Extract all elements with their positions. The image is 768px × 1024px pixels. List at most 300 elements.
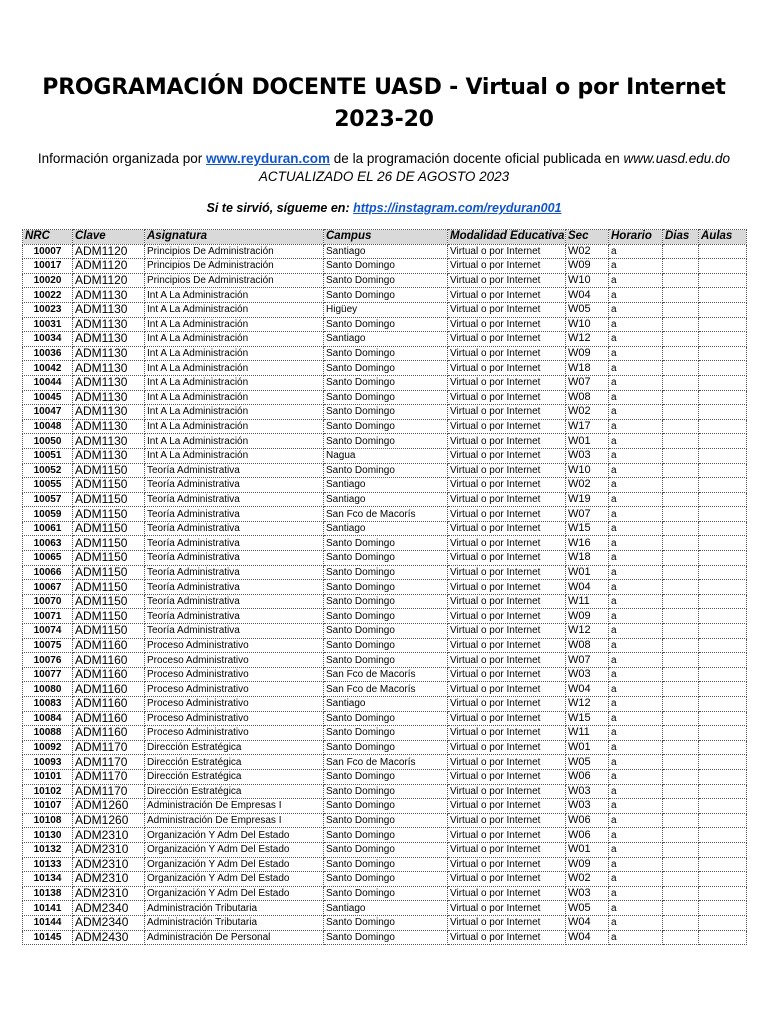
- cell-campus: Santo Domingo: [324, 769, 448, 784]
- cell-modalidad: Virtual o por Internet: [448, 551, 566, 566]
- cell-nrc: 10145: [23, 930, 73, 945]
- cell-aulas: [699, 375, 747, 390]
- cell-dias: [663, 653, 699, 668]
- cell-modalidad: Virtual o por Internet: [448, 711, 566, 726]
- cell-modalidad: Virtual o por Internet: [448, 624, 566, 639]
- cell-nrc: 10141: [23, 901, 73, 916]
- cell-horario: a: [609, 375, 663, 390]
- cell-sec: W17: [566, 419, 609, 434]
- cell-clave: ADM1130: [73, 302, 145, 317]
- cell-horario: a: [609, 828, 663, 843]
- cell-modalidad: Virtual o por Internet: [448, 565, 566, 580]
- cell-modalidad: Virtual o por Internet: [448, 886, 566, 901]
- cell-sec: W08: [566, 638, 609, 653]
- cell-asignatura: Int A La Administración: [145, 434, 324, 449]
- cell-sec: W03: [566, 799, 609, 814]
- cell-dias: [663, 872, 699, 887]
- cell-asignatura: Organización Y Adm Del Estado: [145, 857, 324, 872]
- cell-campus: Santiago: [324, 697, 448, 712]
- cell-clave: ADM2310: [73, 842, 145, 857]
- cell-horario: a: [609, 565, 663, 580]
- cell-sec: W10: [566, 317, 609, 332]
- cell-aulas: [699, 302, 747, 317]
- cell-nrc: 10022: [23, 288, 73, 303]
- cell-sec: W09: [566, 609, 609, 624]
- cell-asignatura: Organización Y Adm Del Estado: [145, 828, 324, 843]
- cell-campus: Santo Domingo: [324, 842, 448, 857]
- table-row: [23, 682, 747, 697]
- cell-horario: a: [609, 609, 663, 624]
- cell-aulas: [699, 711, 747, 726]
- cell-campus: Nagua: [324, 448, 448, 463]
- cell-horario: a: [609, 302, 663, 317]
- table-row: [23, 755, 747, 770]
- cell-nrc: 10070: [23, 594, 73, 609]
- table-row: [23, 799, 747, 814]
- cell-horario: a: [609, 259, 663, 274]
- table-row: [23, 507, 747, 522]
- cell-clave: ADM1170: [73, 769, 145, 784]
- title-line-2: 2023-20: [334, 107, 434, 132]
- cell-modalidad: Virtual o por Internet: [448, 259, 566, 274]
- cell-dias: [663, 507, 699, 522]
- cell-sec: W02: [566, 478, 609, 493]
- table-row: [23, 244, 747, 259]
- cell-nrc: 10042: [23, 361, 73, 376]
- table-row: [23, 857, 747, 872]
- cell-dias: [663, 755, 699, 770]
- cell-sec: W12: [566, 624, 609, 639]
- cell-asignatura: Int A La Administración: [145, 448, 324, 463]
- info-prefix: Información organizada por: [37, 151, 207, 166]
- cell-clave: ADM2430: [73, 930, 145, 945]
- cell-aulas: [699, 799, 747, 814]
- cell-sec: W06: [566, 828, 609, 843]
- table-row: [23, 448, 747, 463]
- cell-modalidad: Virtual o por Internet: [448, 667, 566, 682]
- cell-horario: a: [609, 317, 663, 332]
- cell-nrc: 10108: [23, 813, 73, 828]
- cell-horario: a: [609, 755, 663, 770]
- cell-modalidad: Virtual o por Internet: [448, 755, 566, 770]
- cell-nrc: 10048: [23, 419, 73, 434]
- cell-dias: [663, 302, 699, 317]
- cell-campus: Santo Domingo: [324, 872, 448, 887]
- cell-horario: a: [609, 769, 663, 784]
- cell-modalidad: Virtual o por Internet: [448, 784, 566, 799]
- table-row: [23, 521, 747, 536]
- cell-modalidad: Virtual o por Internet: [448, 828, 566, 843]
- cell-aulas: [699, 565, 747, 580]
- table-row: [23, 463, 747, 478]
- cell-sec: W04: [566, 288, 609, 303]
- cell-nrc: 10066: [23, 565, 73, 580]
- cell-dias: [663, 682, 699, 697]
- cell-modalidad: Virtual o por Internet: [448, 390, 566, 405]
- cell-clave: ADM1260: [73, 799, 145, 814]
- cell-aulas: [699, 419, 747, 434]
- cell-nrc: 10036: [23, 346, 73, 361]
- cell-dias: [663, 930, 699, 945]
- cell-nrc: 10020: [23, 273, 73, 288]
- cell-sec: W07: [566, 507, 609, 522]
- cell-horario: a: [609, 580, 663, 595]
- cell-horario: a: [609, 463, 663, 478]
- cell-dias: [663, 580, 699, 595]
- cell-modalidad: Virtual o por Internet: [448, 244, 566, 259]
- cell-modalidad: Virtual o por Internet: [448, 901, 566, 916]
- cell-sec: W02: [566, 405, 609, 420]
- cell-sec: W19: [566, 492, 609, 507]
- table-row: [23, 915, 747, 930]
- cell-aulas: [699, 901, 747, 916]
- cell-aulas: [699, 521, 747, 536]
- cell-horario: a: [609, 288, 663, 303]
- cell-nrc: 10034: [23, 332, 73, 347]
- cell-aulas: [699, 769, 747, 784]
- cell-campus: Santo Domingo: [324, 711, 448, 726]
- cell-asignatura: Proceso Administrativo: [145, 667, 324, 682]
- cell-modalidad: Virtual o por Internet: [448, 536, 566, 551]
- cell-horario: a: [609, 697, 663, 712]
- cell-clave: ADM1130: [73, 390, 145, 405]
- cell-campus: Santiago: [324, 244, 448, 259]
- cell-aulas: [699, 434, 747, 449]
- cell-aulas: [699, 609, 747, 624]
- cell-sec: W03: [566, 784, 609, 799]
- cell-clave: ADM1130: [73, 448, 145, 463]
- cell-horario: a: [609, 682, 663, 697]
- cell-horario: a: [609, 594, 663, 609]
- cell-dias: [663, 726, 699, 741]
- cell-modalidad: Virtual o por Internet: [448, 463, 566, 478]
- cell-aulas: [699, 682, 747, 697]
- cell-nrc: 10050: [23, 434, 73, 449]
- info-middle: de la programación docente oficial publicada en: [330, 151, 624, 166]
- table-row: [23, 609, 747, 624]
- cell-sec: W03: [566, 448, 609, 463]
- cell-clave: ADM1150: [73, 624, 145, 639]
- cell-dias: [663, 901, 699, 916]
- cell-dias: [663, 784, 699, 799]
- title-line-1: PROGRAMACIÓN DOCENTE UASD - Virtual o por Internet: [42, 75, 726, 100]
- table-row: [23, 346, 747, 361]
- cell-nrc: 10074: [23, 624, 73, 639]
- table-row: [23, 375, 747, 390]
- header-col-campus: Campus: [324, 230, 448, 245]
- cell-campus: Santo Domingo: [324, 405, 448, 420]
- cell-clave: ADM1260: [73, 813, 145, 828]
- cell-modalidad: Virtual o por Internet: [448, 682, 566, 697]
- cell-nrc: 10023: [23, 302, 73, 317]
- cell-nrc: 10107: [23, 799, 73, 814]
- table-row: [23, 317, 747, 332]
- table-row: [23, 434, 747, 449]
- header-col-aulas: Aulas: [699, 230, 747, 245]
- table-row: [23, 390, 747, 405]
- cell-clave: ADM1170: [73, 784, 145, 799]
- cell-dias: [663, 857, 699, 872]
- cell-nrc: 10059: [23, 507, 73, 522]
- cell-horario: a: [609, 448, 663, 463]
- cell-campus: Santo Domingo: [324, 390, 448, 405]
- cell-asignatura: Teoría Administrativa: [145, 609, 324, 624]
- header-col-asignatura: Asignatura: [145, 230, 324, 245]
- cell-asignatura: Int A La Administración: [145, 317, 324, 332]
- cell-aulas: [699, 915, 747, 930]
- reyduran-link[interactable]: www.reyduran.com: [206, 151, 331, 166]
- cell-nrc: 10077: [23, 667, 73, 682]
- cell-horario: a: [609, 361, 663, 376]
- cell-horario: a: [609, 726, 663, 741]
- cell-asignatura: Teoría Administrativa: [145, 594, 324, 609]
- cell-modalidad: Virtual o por Internet: [448, 448, 566, 463]
- cell-campus: Santo Domingo: [324, 740, 448, 755]
- table-row: [23, 273, 747, 288]
- cell-campus: Santo Domingo: [324, 346, 448, 361]
- cell-aulas: [699, 930, 747, 945]
- instagram-link[interactable]: https://instagram.com/reyduran001: [353, 201, 562, 215]
- cell-campus: San Fco de Macorís: [324, 755, 448, 770]
- cell-sec: W04: [566, 915, 609, 930]
- table-row: [23, 769, 747, 784]
- cell-clave: ADM1170: [73, 755, 145, 770]
- cell-campus: Santo Domingo: [324, 609, 448, 624]
- table-row: [23, 813, 747, 828]
- cell-asignatura: Dirección Estratégica: [145, 755, 324, 770]
- cell-asignatura: Teoría Administrativa: [145, 492, 324, 507]
- cell-nrc: 10088: [23, 726, 73, 741]
- cell-asignatura: Proceso Administrativo: [145, 682, 324, 697]
- cell-clave: ADM1150: [73, 463, 145, 478]
- cell-clave: ADM1130: [73, 332, 145, 347]
- table-row: [23, 302, 747, 317]
- cell-horario: a: [609, 507, 663, 522]
- cell-sec: W01: [566, 434, 609, 449]
- cell-clave: ADM1150: [73, 521, 145, 536]
- cell-sec: W18: [566, 551, 609, 566]
- cell-asignatura: Teoría Administrativa: [145, 551, 324, 566]
- header-col-nrc: NRC: [23, 230, 73, 245]
- page-title: [0, 72, 768, 136]
- cell-campus: Santo Domingo: [324, 638, 448, 653]
- cell-clave: ADM1160: [73, 697, 145, 712]
- cell-sec: W04: [566, 930, 609, 945]
- cell-nrc: 10044: [23, 375, 73, 390]
- cell-asignatura: Administración De Empresas I: [145, 799, 324, 814]
- cell-aulas: [699, 405, 747, 420]
- updated-line: ACTUALIZADO EL 26 DE AGOSTO 2023: [258, 169, 510, 184]
- cell-campus: Santo Domingo: [324, 653, 448, 668]
- table-row: [23, 565, 747, 580]
- cell-horario: a: [609, 624, 663, 639]
- cell-asignatura: Proceso Administrativo: [145, 638, 324, 653]
- cell-modalidad: Virtual o por Internet: [448, 580, 566, 595]
- table-row: [23, 551, 747, 566]
- cell-aulas: [699, 448, 747, 463]
- cell-dias: [663, 463, 699, 478]
- cell-sec: W05: [566, 302, 609, 317]
- cell-modalidad: Virtual o por Internet: [448, 915, 566, 930]
- cell-campus: Santo Domingo: [324, 288, 448, 303]
- cell-sec: W03: [566, 667, 609, 682]
- cell-asignatura: Int A La Administración: [145, 302, 324, 317]
- cell-sec: W05: [566, 901, 609, 916]
- cell-sec: W15: [566, 711, 609, 726]
- cell-clave: ADM1160: [73, 682, 145, 697]
- cell-clave: ADM1130: [73, 405, 145, 420]
- cell-nrc: 10144: [23, 915, 73, 930]
- cell-asignatura: Dirección Estratégica: [145, 740, 324, 755]
- cell-campus: Santo Domingo: [324, 930, 448, 945]
- cell-clave: ADM1150: [73, 609, 145, 624]
- table-row: [23, 405, 747, 420]
- cell-dias: [663, 419, 699, 434]
- cell-horario: a: [609, 813, 663, 828]
- cell-dias: [663, 375, 699, 390]
- cell-horario: a: [609, 842, 663, 857]
- cell-dias: [663, 740, 699, 755]
- cell-aulas: [699, 580, 747, 595]
- cell-modalidad: Virtual o por Internet: [448, 638, 566, 653]
- cell-campus: Santo Domingo: [324, 580, 448, 595]
- cell-aulas: [699, 390, 747, 405]
- cell-asignatura: Teoría Administrativa: [145, 521, 324, 536]
- cell-modalidad: Virtual o por Internet: [448, 507, 566, 522]
- cell-horario: a: [609, 390, 663, 405]
- cell-nrc: 10130: [23, 828, 73, 843]
- cell-horario: a: [609, 711, 663, 726]
- cell-campus: Santo Domingo: [324, 799, 448, 814]
- cell-asignatura: Organización Y Adm Del Estado: [145, 886, 324, 901]
- cell-dias: [663, 361, 699, 376]
- cell-horario: a: [609, 551, 663, 566]
- cell-dias: [663, 828, 699, 843]
- cell-asignatura: Proceso Administrativo: [145, 711, 324, 726]
- cell-asignatura: Teoría Administrativa: [145, 565, 324, 580]
- table-row: [23, 901, 747, 916]
- cell-nrc: 10093: [23, 755, 73, 770]
- table-row: [23, 419, 747, 434]
- cell-aulas: [699, 536, 747, 551]
- cell-aulas: [699, 317, 747, 332]
- table-body: [23, 244, 747, 945]
- table-row: [23, 886, 747, 901]
- cell-clave: ADM1120: [73, 259, 145, 274]
- cell-clave: ADM1160: [73, 711, 145, 726]
- table-row: [23, 842, 747, 857]
- cell-nrc: 10133: [23, 857, 73, 872]
- table-row: [23, 653, 747, 668]
- cell-modalidad: Virtual o por Internet: [448, 872, 566, 887]
- cell-asignatura: Int A La Administración: [145, 405, 324, 420]
- cell-sec: W02: [566, 244, 609, 259]
- cell-aulas: [699, 653, 747, 668]
- cell-horario: a: [609, 784, 663, 799]
- cell-clave: ADM1130: [73, 361, 145, 376]
- cell-dias: [663, 609, 699, 624]
- cell-nrc: 10067: [23, 580, 73, 595]
- cell-clave: ADM1150: [73, 536, 145, 551]
- cell-dias: [663, 565, 699, 580]
- cell-clave: ADM2310: [73, 872, 145, 887]
- cell-sec: W07: [566, 375, 609, 390]
- cell-dias: [663, 667, 699, 682]
- cell-horario: a: [609, 419, 663, 434]
- cell-sec: W01: [566, 565, 609, 580]
- cell-sec: W09: [566, 346, 609, 361]
- cell-campus: Santo Domingo: [324, 361, 448, 376]
- cell-aulas: [699, 463, 747, 478]
- cell-aulas: [699, 551, 747, 566]
- cell-aulas: [699, 507, 747, 522]
- cell-campus: Santo Domingo: [324, 434, 448, 449]
- cell-campus: Santo Domingo: [324, 419, 448, 434]
- cell-horario: a: [609, 901, 663, 916]
- cell-clave: ADM1150: [73, 580, 145, 595]
- cell-dias: [663, 915, 699, 930]
- cell-campus: Santo Domingo: [324, 273, 448, 288]
- follow-line: [0, 199, 768, 217]
- cell-asignatura: Administración Tributaria: [145, 901, 324, 916]
- cell-nrc: 10063: [23, 536, 73, 551]
- cell-campus: Santiago: [324, 521, 448, 536]
- cell-horario: a: [609, 857, 663, 872]
- cell-dias: [663, 886, 699, 901]
- header-col-modalidad: Modalidad Educativa: [448, 230, 566, 245]
- cell-modalidad: Virtual o por Internet: [448, 813, 566, 828]
- table-row: [23, 828, 747, 843]
- cell-sec: W15: [566, 521, 609, 536]
- header-col-horario: Horario: [609, 230, 663, 245]
- cell-clave: ADM1150: [73, 492, 145, 507]
- cell-aulas: [699, 594, 747, 609]
- cell-modalidad: Virtual o por Internet: [448, 857, 566, 872]
- cell-clave: ADM1120: [73, 244, 145, 259]
- cell-modalidad: Virtual o por Internet: [448, 769, 566, 784]
- cell-campus: Santo Domingo: [324, 536, 448, 551]
- cell-dias: [663, 536, 699, 551]
- header-col-clave: Clave: [73, 230, 145, 245]
- table-row: [23, 872, 747, 887]
- cell-horario: a: [609, 886, 663, 901]
- cell-campus: Santo Domingo: [324, 828, 448, 843]
- cell-clave: ADM1130: [73, 346, 145, 361]
- table-row: [23, 332, 747, 347]
- cell-campus: Santo Domingo: [324, 463, 448, 478]
- cell-aulas: [699, 624, 747, 639]
- cell-campus: Santo Domingo: [324, 857, 448, 872]
- cell-nrc: 10051: [23, 448, 73, 463]
- table-row: [23, 478, 747, 493]
- cell-dias: [663, 273, 699, 288]
- cell-aulas: [699, 288, 747, 303]
- table-row: [23, 259, 747, 274]
- cell-horario: a: [609, 638, 663, 653]
- cell-asignatura: Int A La Administración: [145, 419, 324, 434]
- cell-campus: Santo Domingo: [324, 259, 448, 274]
- cell-aulas: [699, 492, 747, 507]
- cell-modalidad: Virtual o por Internet: [448, 375, 566, 390]
- cell-horario: a: [609, 434, 663, 449]
- cell-nrc: 10071: [23, 609, 73, 624]
- cell-sec: W04: [566, 682, 609, 697]
- cell-dias: [663, 551, 699, 566]
- cell-asignatura: Teoría Administrativa: [145, 507, 324, 522]
- cell-campus: Santiago: [324, 478, 448, 493]
- cell-campus: Santo Domingo: [324, 624, 448, 639]
- cell-sec: W11: [566, 594, 609, 609]
